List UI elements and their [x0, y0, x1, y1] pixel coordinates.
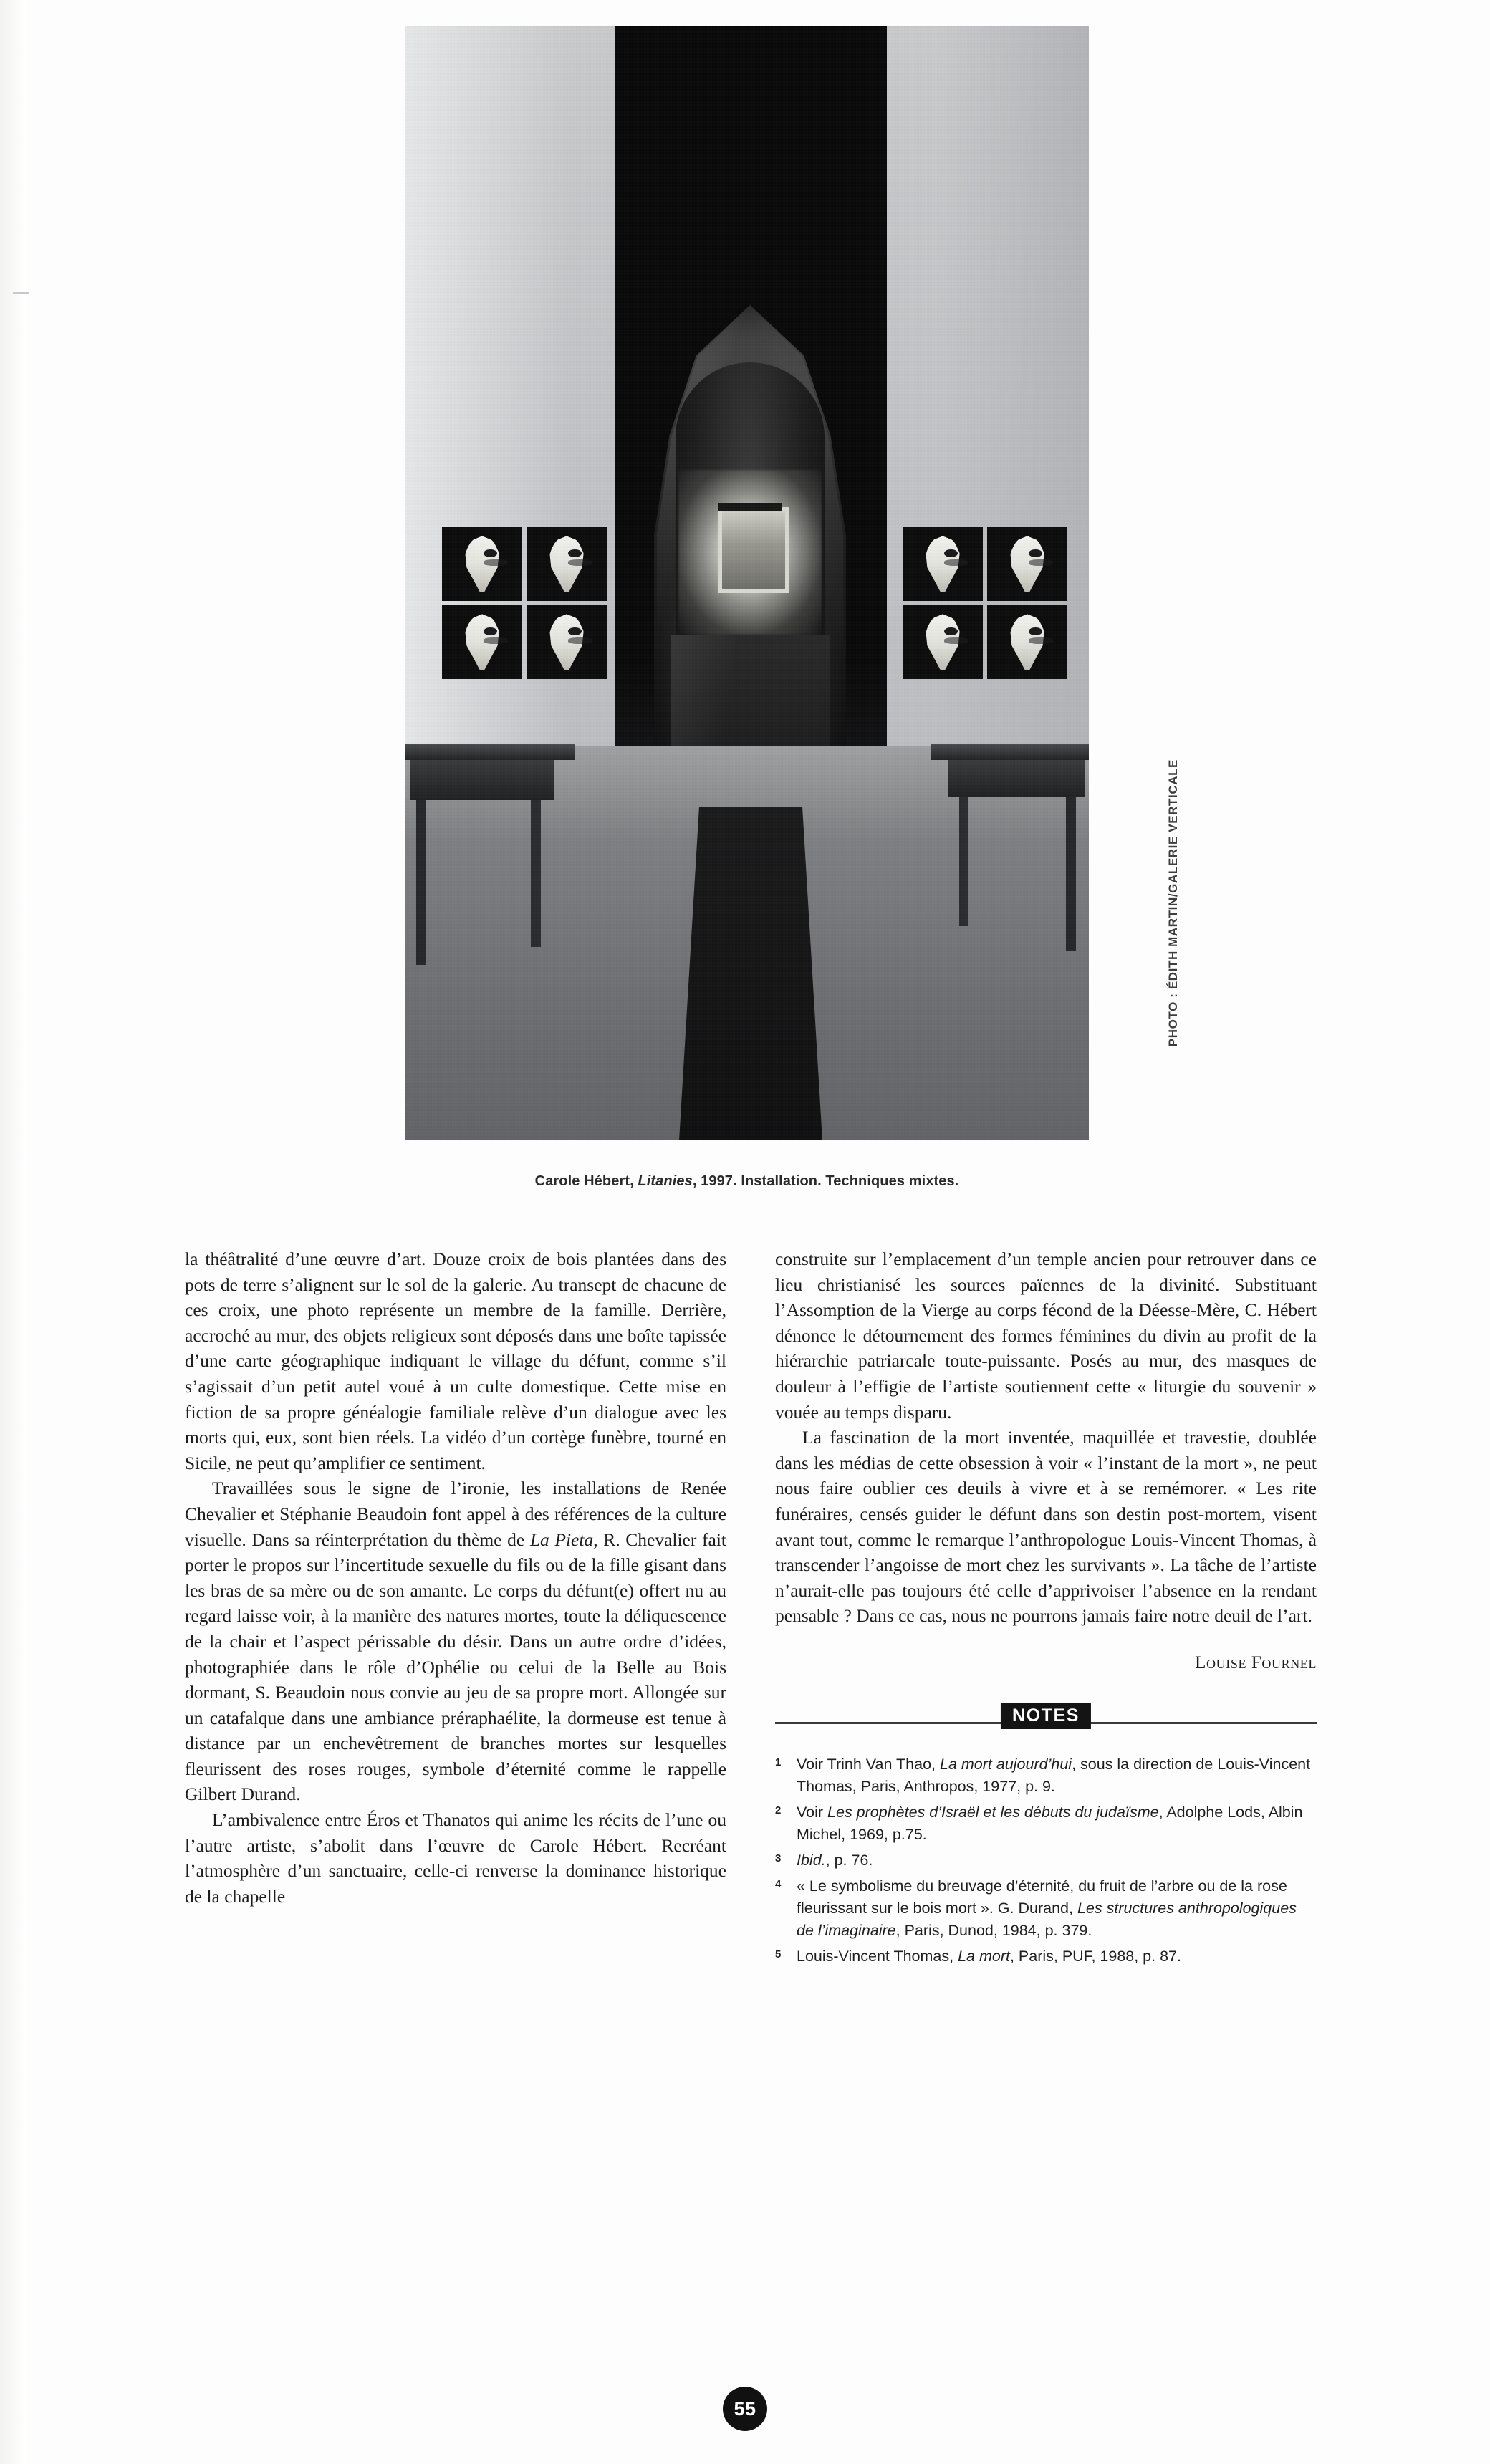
paragraph: la théâtralité d’une œuvre d’art. Douze croix de bois plantées dans des pots de terre s’alignent sur le sol de la galerie. Au transept de chacune de ces croix, une photo représente un membre de la famille. Derrière, accroché au mur, des objets religieux sont déposés dans une boîte tapissée d’une carte géographique indiquant le village du défunt, comme s’il s’agissait d’un petit autel voué à un culte domestique. Cette mise en fiction de sa propre généalogie familiale relève d’un dialogue avec les morts qui, eux, sont bien réels. La vidéo d’un cortège funèbre, tourné en Sicile, ne peut qu’amplifier ce sentiment.: [185, 1248, 726, 1473]
mask-photo-cell: [527, 527, 607, 601]
photo-caption: [405, 1173, 1089, 1190]
altar-table-left-leg-front: [416, 800, 426, 965]
note-text: Voir Trinh Van Thao, La mort aujourd’hui, sous la direction de Louis-Vincent Thomas, Paris, Anthropos, 1977, p. 9.: [797, 1755, 1311, 1795]
altar-table-right-leg-back: [959, 797, 968, 926]
note-number: 3: [775, 1852, 782, 1864]
mask-mouth-shadow: [1029, 637, 1053, 643]
mask-photo-grid-right: [903, 527, 1067, 679]
note-item: [775, 1875, 1317, 1942]
paragraph: L’ambivalence entre Éros et Thanatos qui anime les récits de l’une ou l’autre artiste, s’abolit dans l’œuvre de Carole Hébert. Recréant l’atmosphère d’un sanctuaire, celle-ci renverse la dominance historique de la chapelle: [185, 1809, 726, 1907]
note-item: [775, 1753, 1317, 1798]
altar-table-right-body: [948, 760, 1085, 797]
scan-edge-gradient: [0, 0, 26, 2464]
mask-mouth-shadow: [484, 637, 508, 643]
note-item: [775, 1945, 1317, 1968]
paragraph: Travaillées sous le signe de l’ironie, les installations de Renée Chevalier et Stéphanie Beaudoin font appel à des références de la culture visuelle. Dans sa réinterprétation du thème de La Pieta, R. Chevalier fait porter le propos sur l’incertitude sexuelle du fils ou de la fille gisant dans les bras de sa mère ou de son amante. Le corps du défunt(e) offert nu au regard laisse voir, à la manière des natures mortes, toute la déliquescence de la chair et l’aspect périssable du désir. Dans un autre ordre d’idées, photographiée dans le rôle d’Ophélie ou celui de la Belle au Bois dormant, S. Beaudoin nous convie au jeu de sa propre mort. Allongée sur un catafalque dans une ambiance préraphaélite, la dormeuse est tenue à distance par un enchevêtrement de branches mortes sur lesquelles fleurissent des roses rouges, symbole d’éternité comme le rappelle Gilbert Durand.: [185, 1478, 726, 1805]
caption-details: , 1997. Installation. Techniques mixtes.: [692, 1173, 959, 1189]
installation-photograph: [405, 26, 1089, 1140]
mask-mouth-shadow: [944, 637, 968, 643]
altar-table-right-top: [931, 744, 1089, 760]
black-carpet-runner: [679, 807, 822, 1140]
notes-heading: [775, 1703, 1317, 1735]
altar-framed-portrait: [718, 507, 789, 593]
mask-mouth-shadow: [568, 559, 592, 565]
notes-list: [775, 1753, 1317, 1968]
altar-table-left-leg-back: [531, 800, 541, 947]
note-text: Ibid., p. 76.: [797, 1851, 873, 1869]
mask-photo-cell: [903, 527, 983, 601]
mask-photo-cell: [527, 605, 607, 679]
note-item: [775, 1849, 1317, 1872]
page-number-folio: 55: [723, 2387, 767, 2431]
altar-table-left-body: [410, 760, 554, 800]
mask-mouth-shadow: [568, 637, 592, 643]
mask-photo-cell: [903, 605, 983, 679]
author-byline: Louise Fournel: [1195, 1652, 1317, 1673]
photo-canvas: [405, 26, 1089, 1140]
paragraph: La fascination de la mort inventée, maquillée et travestie, doublée dans les médias de cette obsession à voir « l’instant de la mort », ne peut nous faire oublier ces deuils à vivre et à se remémorer. « Les rite funéraires, censés guider le défunt dans son destin post-mortem, visent avant tout, comme le remarque l’anthropologue Louis-Vincent Thomas, à transcender l’angoisse de mort chez les survivants ». La tâche de l’artiste n’aurait-elle pas toujours été celle d’apprivoiser l’absence en la rendant pensable ? Dans ce cas, nous ne pourrons jamais faire notre deuil de l’art.: [775, 1427, 1317, 1627]
left-column: [185, 1246, 726, 1971]
note-item: [775, 1801, 1317, 1846]
paragraph: construite sur l’emplacement d’un temple ancien pour retrouver dans ce lieu christianisé les sources païennes de la divinité. Substituant l’Assomption de la Vierge au corps fécond de la Déesse-Mère, C. Hébert dénonce le détournement des formes féminines du divin au profit de la hiérarchie patriarcale toute-puissante. Posés au mur, des masques de douleur à l’effigie de l’artiste soutiennent cette « liturgie du souvenir » vouée au temps disparu.: [775, 1248, 1317, 1423]
note-number: 4: [775, 1877, 782, 1890]
photo-credit: PHOTO : ÉDITH MARTIN/GALERIE VERTICALE: [1166, 759, 1180, 1047]
altar-table-left-top: [405, 744, 575, 760]
note-text: Voir Les prophètes d’Israël et les débuts du judaïsme, Adolphe Lods, Albin Michel, 1969, p.75.: [797, 1803, 1303, 1843]
mask-photo-cell: [442, 605, 522, 679]
mask-photo-grid-left: [442, 527, 607, 679]
mask-photo-cell: [987, 527, 1067, 601]
scan-registration-tick: [13, 292, 29, 294]
mask-photo-cell: [442, 527, 522, 601]
caption-artwork-title: Litanies: [638, 1173, 693, 1189]
notes-badge: NOTES: [1001, 1703, 1091, 1729]
mask-photo-cell: [987, 605, 1067, 679]
mask-mouth-shadow: [1029, 559, 1053, 565]
right-column: [775, 1246, 1317, 1971]
altar-table-right-leg-front: [1066, 797, 1076, 951]
note-text: « Le symbolisme du breuvage d’éternité, du fruit de l’arbre ou de la rose fleurissant sur le bois mort ». G. Durand, Les structures anthropologiques de l’imaginaire, Paris, Dunod, 1984, p. 379.: [797, 1877, 1297, 1939]
note-number: 2: [775, 1804, 782, 1816]
note-number: 5: [775, 1948, 782, 1960]
note-number: 1: [775, 1756, 782, 1768]
note-text: Louis-Vincent Thomas, La mort, Paris, PUF, 1988, p. 87.: [797, 1947, 1181, 1965]
altar-frame-crossbar: [718, 503, 782, 511]
mask-mouth-shadow: [484, 559, 508, 565]
mask-mouth-shadow: [944, 559, 968, 565]
caption-artist: Carole Hébert,: [534, 1173, 634, 1189]
article-body: [185, 1246, 1317, 1971]
